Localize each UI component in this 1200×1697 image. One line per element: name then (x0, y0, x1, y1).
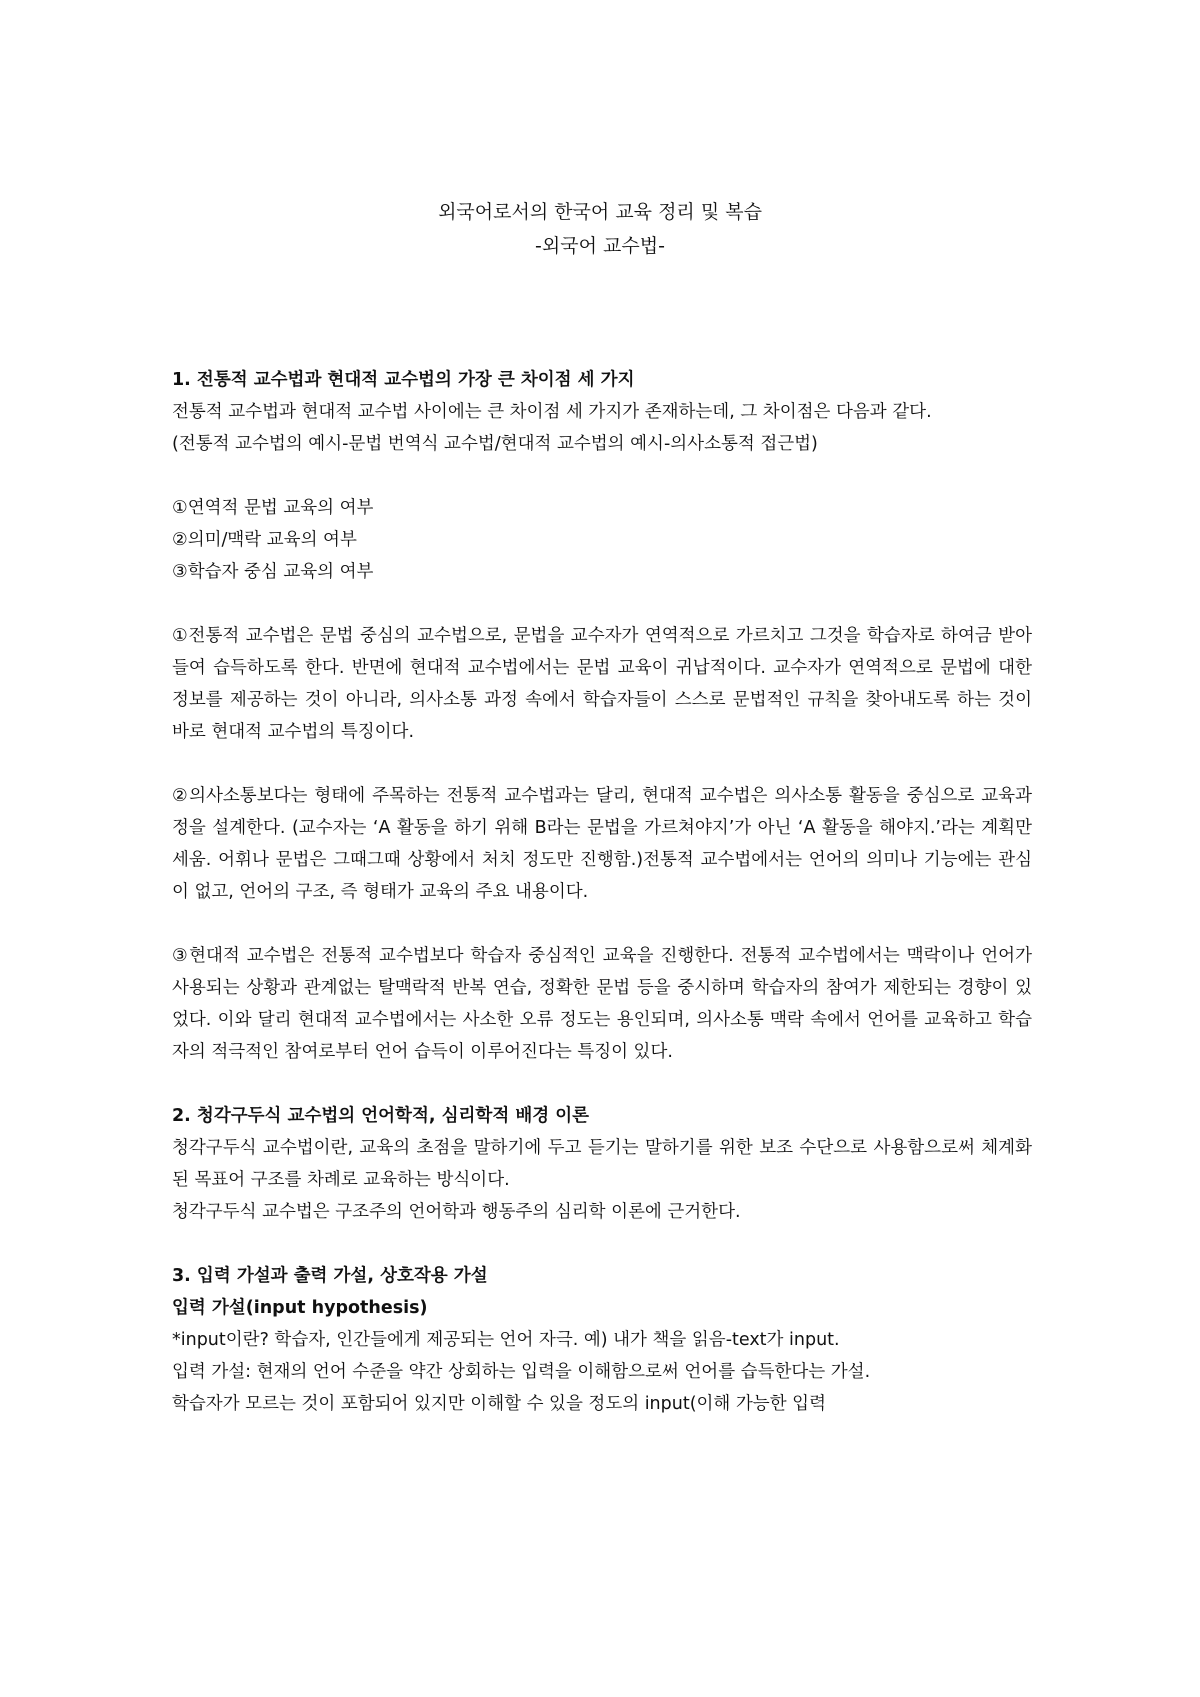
section1-intro: 전통적 교수법과 현대적 교수법 사이에는 큰 차이점 세 가지가 존재하는데, 그 차이점은 다음과 같다. (172, 402, 932, 422)
section3-subheading: 입력 가설(input hypothesis) (172, 1298, 428, 1318)
section1-example: (전통적 교수법의 예시-문법 번역식 교수법/현대적 교수법의 예시-의사소통적 접근법) (172, 434, 818, 454)
spacer (172, 1228, 1032, 1260)
section1-heading: 1. 전통적 교수법과 현대적 교수법의 가장 큰 차이점 세 가지 (172, 370, 635, 390)
document-title: 외국어로서의 한국어 교육 정리 및 복습 (438, 201, 762, 223)
section2-paragraph-1: 청각구두식 교수법이란, 교육의 초점을 말하기에 두고 듣기는 말하기를 위한 보조 수단으로 사용함으로써 체계화된 목표어 구조를 차례로 교육하는 방식이다. (172, 1138, 1032, 1190)
spacer (172, 460, 1032, 492)
spacer (172, 748, 1032, 780)
section1-list-item: ②의미/맥락 교육의 여부 (172, 530, 357, 550)
section1-paragraph-1: ①전통적 교수법은 문법 중심의 교수법으로, 문법을 교수자가 연역적으로 가르치고 그것을 학습자로 하여금 받아들여 습득하도록 한다. 반면에 현대적 교수법에서는 문법 교육이 귀납적이다. 교수자가 연역적으로 문법에 대한 정보를 제공하는 것이 아니라, 의사소통 과정 속에서 학습자들이 스스로 문법적인 규칙을 찾아내도록 하는 것이 바로 현대적 교수법의 특징이다. (172, 626, 1032, 742)
section1-paragraph-2: ②의사소통보다는 형태에 주목하는 전통적 교수법과는 달리, 현대적 교수법은 의사소통 활동을 중심으로 교육과정을 설계한다. (교수자는 ‘A 활동을 하기 위해 B라는 문법을 가르쳐야지’가 아닌 ‘A 활동을 해야지.’라는 계획만 세움. 어휘나 문법은 그때그때 상황에서 처치 정도만 진행함.)전통적 교수법에서는 언어의 의미나 기능에는 관심이 없고, 언어의 구조, 즉 형태가 교육의 주요 내용이다. (172, 786, 1032, 902)
section3-line-2: 입력 가설: 현재의 언어 수준을 약간 상회하는 입력을 이해함으로써 언어를 습득한다는 가설. (172, 1362, 871, 1382)
section3-heading: 3. 입력 가설과 출력 가설, 상호작용 가설 (172, 1266, 488, 1286)
section1-paragraph-3: ③현대적 교수법은 전통적 교수법보다 학습자 중심적인 교육을 진행한다. 전통적 교수법에서는 맥락이나 언어가 사용되는 상황과 관계없는 탈맥락적 반복 연습, 정확한 문법 등을 중시하며 학습자의 참여가 제한되는 경향이 있었다. 이와 달리 현대적 교수법에서는 사소한 오류 정도는 용인되며, 의사소통 맥락 속에서 언어를 교육하고 학습자의 적극적인 참여로부터 언어 습득이 이루어진다는 특징이 있다. (172, 946, 1032, 1062)
section1-list-item: ③학습자 중심 교육의 여부 (172, 562, 374, 582)
section1-list-item: ①연역적 문법 교육의 여부 (172, 498, 374, 518)
section2-heading: 2. 청각구두식 교수법의 언어학적, 심리학적 배경 이론 (172, 1106, 590, 1126)
section2-paragraph-2: 청각구두식 교수법은 구조주의 언어학과 행동주의 심리학 이론에 근거한다. (172, 1202, 741, 1222)
document-subtitle: -외국어 교수법- (535, 235, 665, 257)
spacer (172, 908, 1032, 940)
document-body (172, 364, 1032, 1420)
section3-line-3: 학습자가 모르는 것이 포함되어 있지만 이해할 수 있을 정도의 input(이해 가능한 입력 (172, 1394, 826, 1414)
spacer (172, 1068, 1032, 1100)
section3-line-1: *input이란? 학습자, 인간들에게 제공되는 언어 자극. 예) 내가 책을 읽음-text가 input. (172, 1330, 840, 1350)
spacer (172, 588, 1032, 620)
